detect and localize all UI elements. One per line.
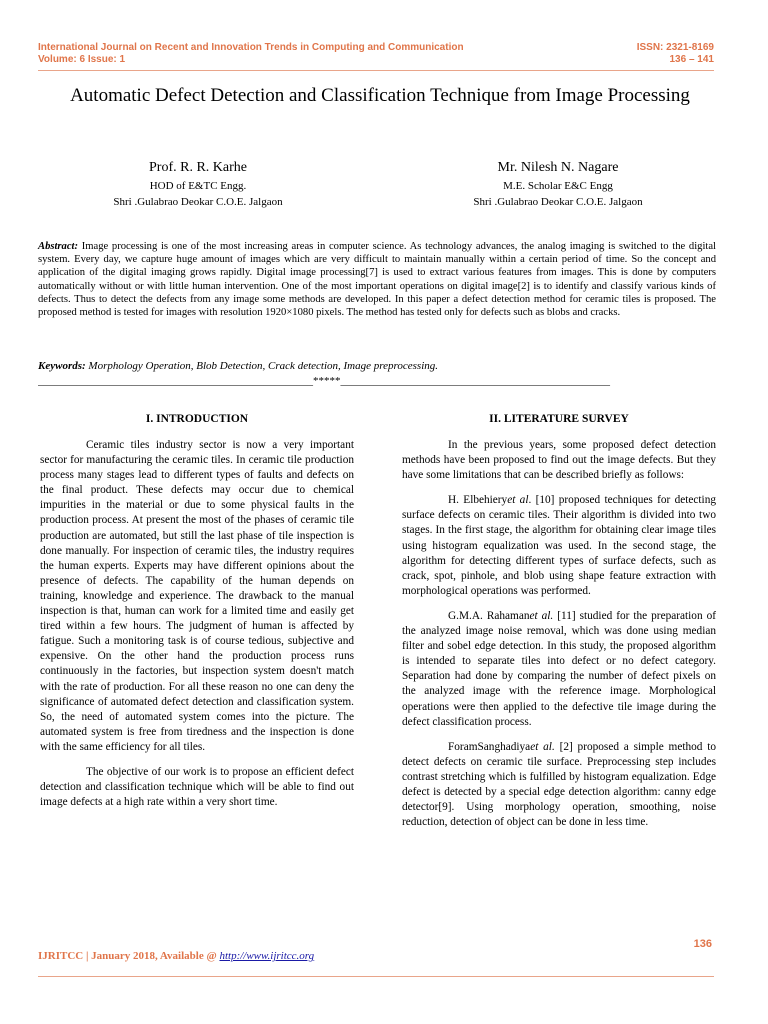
author-affiliation: Shri .Gulabrao Deokar C.O.E. Jalgaon bbox=[113, 196, 283, 208]
paragraph: The objective of our work is to propose an efficient defect detection and classification technique which will be able to find out image defects at a high rate within a very short time. bbox=[40, 765, 354, 809]
paragraph bbox=[402, 740, 716, 831]
et-al: et al. bbox=[530, 740, 555, 753]
abstract-text: Image processing is one of the most increasing areas in computer science. As technology advances, the analog imaging is switched to the digital system. Every day, we capture huge amount of images which are very difficult to maintain manually within a certain period of time. So the concept and application of the digital imaging grows rapidly. Digital image processing[7] is used to extract various features from images. This is done by computers automatically without or with little human intervention. One of the most important operations on digital image[2] is to identify and classify various kinds of defects. Thus to detect the defects from any image some methods are developed. In this paper a defect detection method for ceramic tiles is proposed. The proposed method is tested for images with resolution 1920×1080 pixels. The method has tested only for defects such as blobs and cracks. bbox=[38, 241, 716, 319]
page-range: 136 – 141 bbox=[669, 54, 714, 65]
paragraph-text: . [10] proposed techniques for detecting surface defects on ceramic tiles. Their algorithm is divided into two stages. In the first stage, the algorithm for obtaining clear image tiles using histogram equalization was used. In the second stage, the algorithm for detecting different types of surface defects, such as crack, spot, pinhole, and blob using shape feature extraction with morphological operations was performed. bbox=[402, 494, 716, 597]
paragraph bbox=[402, 609, 716, 730]
header-rule bbox=[38, 70, 714, 71]
section-heading-literature-survey: II. LITERATURE SURVEY bbox=[489, 413, 629, 425]
footer-link[interactable]: http://www.ijritcc.org bbox=[219, 950, 315, 962]
page-number: 136 bbox=[693, 938, 712, 950]
paragraph: Ceramic tiles industry sector is now a very important sector for manufacturing the ceramic tiles. In ceramic tile production process many stages lead to different types of faults and defects on the final product. These defects may occur due to chemical impurities in the material or due to some physical faults in the production process. At present the most of the phases of ceramic tile production are automated, but still the last phase of tile inspection is done manually. For inspection of ceramic tiles, the industry requires the human experts. Experts may have different opinions about the presence of defects. The capability of the human depends on training, knowledge and experience. The drawback to the manual inspection is that, human can work for a limited time and easily get tired within a few hours. The judgment of human is affected by fatigue. Such a monitoring task is of course tedious, subjective and expensive. On the other hand the production process runs continuously in the factories, but inspection system doesn't match with the rate of production. For all these reason no one can deny the significance of automated defect detection and classification system. So, the need of automated system comes into the picture. The automated system is free from tiredness and the inspection is done with the same efficiency for all tiles. bbox=[40, 439, 354, 753]
author-name: Mr. Nilesh N. Nagare bbox=[497, 160, 619, 175]
citation-author: H. Elbehiery bbox=[448, 494, 508, 507]
issn: ISSN: 2321-8169 bbox=[636, 42, 714, 53]
keywords bbox=[38, 359, 716, 373]
abstract bbox=[38, 240, 716, 319]
volume-issue: Volume: 6 Issue: 1 bbox=[38, 54, 126, 65]
paragraph: In the previous years, some proposed defect detection methods have been proposed to find out the image defects. But they have some limitations that can be described briefly as follows: bbox=[402, 439, 716, 482]
keywords-label: Keywords: bbox=[38, 360, 86, 372]
citation-author: ForamSanghadiya bbox=[448, 740, 531, 753]
footer-text: IJRITCC | January 2018, Available @ bbox=[38, 950, 220, 962]
author-2 bbox=[408, 158, 708, 210]
abstract-label: Abstract: bbox=[38, 241, 79, 252]
keywords-text: Morphology Operation, Blob Detection, Crack detection, Image preprocessing. bbox=[85, 360, 439, 372]
author-affiliation: Shri .Gulabrao Deokar C.O.E. Jalgaon bbox=[473, 196, 643, 208]
footer bbox=[38, 950, 314, 962]
right-column bbox=[402, 412, 716, 840]
paper-title: Automatic Defect Detection and Classification Technique from Image Processing bbox=[70, 85, 690, 106]
et-al: et al. bbox=[529, 609, 554, 622]
author-1 bbox=[48, 158, 348, 210]
paragraph-text: [2] proposed a simple method to detect defects on ceramic tile surface. Preprocessing step includes contrast stretching which is fulfilled by histogram equalization. Edge defect is detected by a special edge detection algorithm: canny edge detector[9]. Using morphology operation, smoothing, noise reduction, detection of object can be done in less time. bbox=[402, 740, 717, 829]
section-separator: __________________________________________________*****_________________________________________________ bbox=[38, 375, 610, 387]
paragraph-text: [11] studied for the preparation of the analyzed image noise removal, which was done using median filter and sobel edge detection. In this study, the proposed algorithm is intended to separate tiles into defect or no defect category. Separation had done by comparing the number of defect pixels on the analyzed image with the reference image. Morphological operations were then applied to the defective tile image during the defect classification process. bbox=[402, 609, 716, 728]
section-heading-introduction: I. INTRODUCTION bbox=[145, 413, 249, 425]
left-column bbox=[40, 412, 354, 820]
author-role: M.E. Scholar E&C Engg bbox=[503, 180, 613, 192]
et-al: et al bbox=[507, 494, 529, 507]
paragraph bbox=[402, 493, 716, 599]
citation-author: G.M.A. Rahaman bbox=[448, 609, 530, 622]
journal-name: International Journal on Recent and Innovation Trends in Computing and Communication bbox=[38, 42, 464, 53]
author-name: Prof. R. R. Karhe bbox=[149, 160, 247, 175]
author-role: HOD of E&TC Engg. bbox=[149, 180, 247, 192]
footer-rule bbox=[38, 976, 714, 977]
